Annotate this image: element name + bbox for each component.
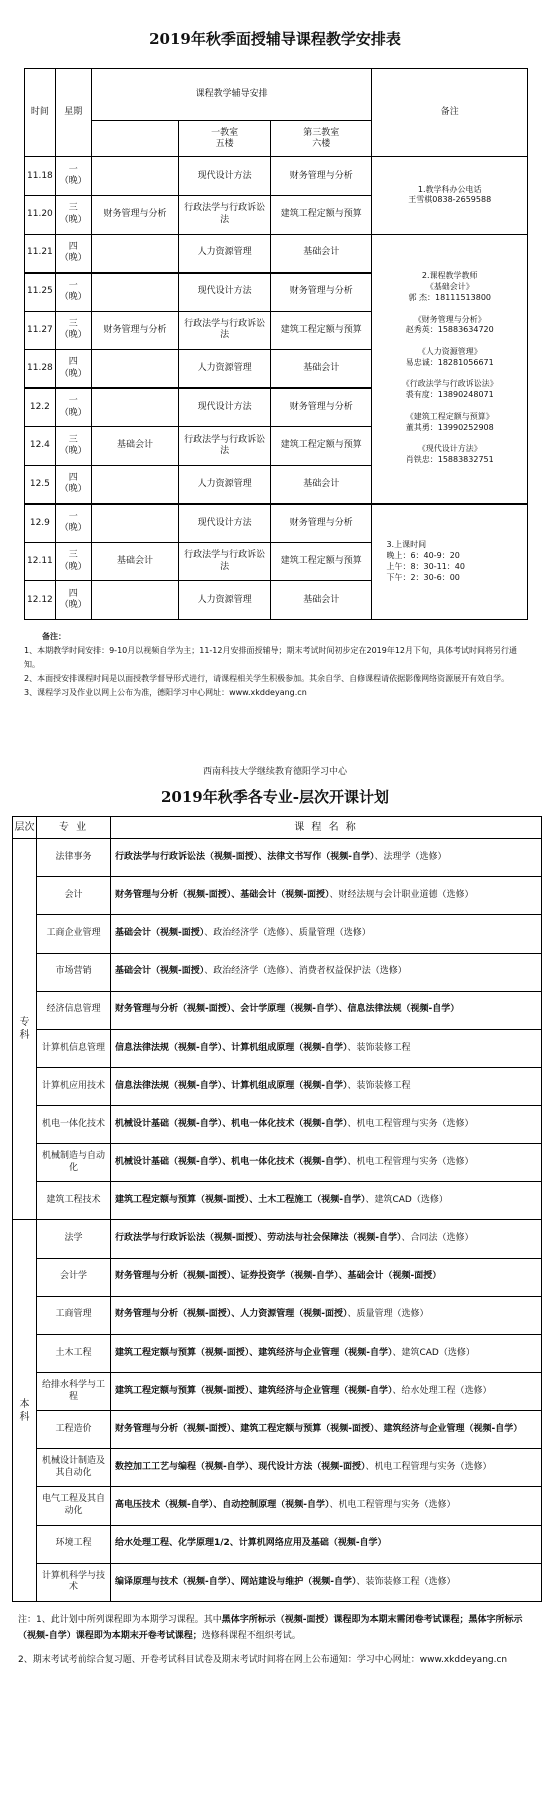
row-major: 工商企业管理: [37, 915, 111, 953]
row-day: 四（晚）: [55, 234, 91, 273]
plan-subtitle: 西南科技大学继续教育德阳学习中心: [202, 767, 347, 777]
row-room3: 基础会计: [270, 465, 372, 504]
row-major: 机械设计制造及其自动化: [37, 1449, 111, 1487]
row-courses: 财务管理与分析（视频-面授）、建筑工程定额与预算（视频-面授）、建筑经济与企业管理（视频-自学）: [111, 1411, 542, 1449]
row-col1: 基础会计: [91, 427, 179, 466]
plan-note-1: 注：1、此计划中所列课程即为本期学习课程。其中黑体字所标示（视频-面授）课程即为本期末需闭卷考试课程；黑体字所标示（视频-自学）课程即为本期末开卷考试课程；选修科课程不组织考试。: [18, 1615, 523, 1641]
row-major: 会计: [37, 877, 111, 915]
row-courses: 数控加工工艺与编程（视频-自学）、现代设计方法（视频-面授）、机电工程管理与实务（选修）: [111, 1449, 542, 1487]
row-major: 市场营销: [37, 953, 111, 991]
row-major: 建筑工程技术: [37, 1182, 111, 1220]
row-date: 11.28: [25, 350, 56, 389]
row-courses: 编译原理与技术（视频-自学）、网站建设与维护（视频-自学）、装饰装修工程（选修）: [111, 1563, 542, 1601]
row-room1: 现代设计方法: [179, 273, 271, 312]
row-room3: 基础会计: [270, 234, 372, 273]
row-date: 11.27: [25, 311, 56, 350]
level-zk: 专 科: [13, 839, 37, 1220]
row-room3: 财务管理与分析: [270, 504, 372, 543]
header-group: 课程教学辅导安排: [91, 69, 372, 121]
row-courses: 行政法学与行政诉讼法（视频-面授）、法律文书写作（视频-自学）、法理学（选修）: [111, 839, 542, 877]
row-major: 经济信息管理: [37, 991, 111, 1029]
table-row: [25, 234, 528, 273]
row-room1: 人力资源管理: [179, 350, 271, 389]
table-row: [25, 157, 528, 196]
row-room3: 基础会计: [270, 581, 372, 620]
row-day: 一（晚）: [55, 504, 91, 543]
header-blank: [91, 121, 179, 157]
row-major: 会计学: [37, 1258, 111, 1296]
table-row: [13, 915, 542, 953]
table-row: [13, 1334, 542, 1372]
row-day: 四（晚）: [55, 465, 91, 504]
plan-title: 2019年秋季各专业-层次开课计划: [161, 788, 389, 806]
table-row: [13, 877, 542, 915]
remark-office: 1.教学科办公电话 王雪棋0838-2659588: [372, 157, 528, 234]
row-courses: 建筑工程定额与预算（视频-面授）、建筑经济与企业管理（视频-自学）、建筑CAD（选修）: [111, 1334, 542, 1372]
header-courses: 课 程 名 称: [111, 817, 542, 839]
header-room3: 第三教室 六楼: [270, 121, 372, 157]
header-time: 时间: [25, 69, 56, 157]
plan-header-row: [13, 817, 542, 839]
table-row: [13, 1106, 542, 1144]
row-col1: [91, 350, 179, 389]
header-remarks: 备注: [372, 69, 528, 157]
table-row: [13, 1182, 542, 1220]
row-date: 11.20: [25, 195, 56, 234]
header-room1: 一教室 五楼: [179, 121, 271, 157]
row-day: 三（晚）: [55, 542, 91, 581]
row-col1: 财务管理与分析: [91, 311, 179, 350]
row-major: 工程造价: [37, 1411, 111, 1449]
row-major: 计算机信息管理: [37, 1029, 111, 1067]
row-room1: 人力资源管理: [179, 465, 271, 504]
row-room1: 现代设计方法: [179, 157, 271, 196]
header-weekday: 星期: [55, 69, 91, 157]
row-courses: 财务管理与分析（视频-面授）、人力资源管理（视频-面授）、质量管理（选修）: [111, 1296, 542, 1334]
remark-time: 3.上课时间 晚上：6：40-9：20 上午：8：30-11：40 下午：2：30-6：00: [372, 504, 528, 620]
schedule-table: [24, 68, 528, 620]
plan-table: [12, 816, 542, 1602]
level-bk: 本 科: [13, 1220, 37, 1602]
table-row: [13, 1029, 542, 1067]
row-major: 电气工程及其自动化: [37, 1487, 111, 1525]
row-room3: 建筑工程定额与预算: [270, 427, 372, 466]
row-day: 三（晚）: [55, 311, 91, 350]
row-date: 12.5: [25, 465, 56, 504]
schedule-header-row: [25, 69, 528, 121]
row-date: 12.4: [25, 427, 56, 466]
row-courses: 信息法律法规（视频-自学）、计算机组成原理（视频-自学）、装饰装修工程: [111, 1067, 542, 1105]
row-courses: 给水处理工程、化学原理1/2、计算机网络应用及基础（视频-自学）: [111, 1525, 542, 1563]
remark-teachers: 2.课程教学教师 《基础会计》 郭 杰：18111513800 《财务管理与分析》 赵秀英：15883634720 《人力资源管理》 易忠诚：18281056671 《行政法学与行政诉讼法》 裘有度：13890248071 《建筑工程定额与预算》 董其勇：13990252908 《现代设计方法》 肖铁忠：15883832751: [372, 234, 528, 504]
row-courses: 基础会计（视频-面授）、政治经济学（选修）、消费者权益保护法（选修）: [111, 953, 542, 991]
row-room1: 行政法学与行政诉讼法: [179, 311, 271, 350]
row-room1: 人力资源管理: [179, 234, 271, 273]
row-date: 11.18: [25, 157, 56, 196]
row-date: 12.2: [25, 388, 56, 427]
table-row: [13, 1296, 542, 1334]
table-row: [13, 839, 542, 877]
row-room3: 建筑工程定额与预算: [270, 195, 372, 234]
row-col1: [91, 581, 179, 620]
table-row: [13, 991, 542, 1029]
row-room3: 基础会计: [270, 350, 372, 389]
table-row: [13, 953, 542, 991]
table-row: [13, 1144, 542, 1182]
row-major: 机械制造与自动化: [37, 1144, 111, 1182]
row-courses: 行政法学与行政诉讼法（视频-面授）、劳动法与社会保障法（视频-自学）、合同法（选修）: [111, 1220, 542, 1258]
row-courses: 高电压技术（视频-自学）、自动控制原理（视频-自学）、机电工程管理与实务（选修）: [111, 1487, 542, 1525]
row-room3: 建筑工程定额与预算: [270, 311, 372, 350]
row-room1: 现代设计方法: [179, 388, 271, 427]
row-major: 环境工程: [37, 1525, 111, 1563]
row-col1: [91, 465, 179, 504]
row-major: 机电一体化技术: [37, 1106, 111, 1144]
table-row: [13, 1258, 542, 1296]
table-row: [13, 1220, 542, 1258]
schedule-title: 2019年秋季面授辅导课程教学安排表: [149, 30, 401, 48]
plan-notes: [18, 1612, 538, 1668]
header-level: 层次: [13, 817, 37, 839]
row-courses: 机械设计基础（视频-自学）、机电一体化技术（视频-自学）、机电工程管理与实务（选修）: [111, 1144, 542, 1182]
row-room3: 财务管理与分析: [270, 388, 372, 427]
table-row: [13, 1563, 542, 1601]
row-major: 法学: [37, 1220, 111, 1258]
schedule-notes: [24, 630, 530, 700]
row-courses: 机械设计基础（视频-自学）、机电一体化技术（视频-自学）、机电工程管理与实务（选修）: [111, 1106, 542, 1144]
row-major: 计算机科学与技术: [37, 1563, 111, 1601]
row-day: 三（晚）: [55, 427, 91, 466]
row-room1: 行政法学与行政诉讼法: [179, 542, 271, 581]
row-col1: [91, 388, 179, 427]
row-room1: 行政法学与行政诉讼法: [179, 195, 271, 234]
row-room1: 人力资源管理: [179, 581, 271, 620]
row-room1: 现代设计方法: [179, 504, 271, 543]
row-courses: 财务管理与分析（视频-面授）、证券投资学（视频-自学）、基础会计（视频-面授）: [111, 1258, 542, 1296]
row-day: 一（晚）: [55, 157, 91, 196]
row-date: 12.12: [25, 581, 56, 620]
row-courses: 财务管理与分析（视频-面授）、会计学原理（视频-自学）、信息法律法规（视频-自学）: [111, 991, 542, 1029]
row-major: 工商管理: [37, 1296, 111, 1334]
table-row: [25, 504, 528, 543]
table-row: [13, 1373, 542, 1411]
note-item: 1、本期教学时间安排：9-10月以视频自学为主；11-12月安排面授辅导；期末考试时间初步定在2019年12月下旬，具体考试时间将另行通知。: [24, 646, 518, 669]
row-room3: 财务管理与分析: [270, 273, 372, 312]
table-row: [13, 1067, 542, 1105]
table-row: [13, 1525, 542, 1563]
row-col1: [91, 504, 179, 543]
table-row: [13, 1449, 542, 1487]
table-row: [13, 1411, 542, 1449]
row-courses: 建筑工程定额与预算（视频-面授）、土木工程施工（视频-自学）、建筑CAD（选修）: [111, 1182, 542, 1220]
row-date: 12.11: [25, 542, 56, 581]
row-day: 三（晚）: [55, 195, 91, 234]
row-col1: [91, 157, 179, 196]
row-courses: 建筑工程定额与预算（视频-面授）、建筑经济与企业管理（视频-自学）、给水处理工程（选修）: [111, 1373, 542, 1411]
row-major: 计算机应用技术: [37, 1067, 111, 1105]
row-date: 11.21: [25, 234, 56, 273]
row-major: 土木工程: [37, 1334, 111, 1372]
row-date: 12.9: [25, 504, 56, 543]
row-courses: 财务管理与分析（视频-面授）、基础会计（视频-面授）、财经法规与会计职业道德（选修）: [111, 877, 542, 915]
note-item: 3、课程学习及作业以网上公布为准，德阳学习中心网址：www.xkddeyang.cn: [24, 688, 307, 697]
plan-note-2: 2、期末考试考前综合复习题、开卷考试科目试卷及期末考试时间将在网上公布通知：学习中心网址：www.xkddeyang.cn: [18, 1655, 508, 1665]
row-room3: 财务管理与分析: [270, 157, 372, 196]
notes-header: 备注：: [42, 632, 66, 641]
row-day: 四（晚）: [55, 581, 91, 620]
row-col1: 基础会计: [91, 542, 179, 581]
row-day: 四（晚）: [55, 350, 91, 389]
table-row: [13, 1487, 542, 1525]
row-courses: 基础会计（视频-面授）、政治经济学（选修）、质量管理（选修）: [111, 915, 542, 953]
header-major: 专 业: [37, 817, 111, 839]
row-date: 11.25: [25, 273, 56, 312]
row-col1: [91, 273, 179, 312]
row-room3: 建筑工程定额与预算: [270, 542, 372, 581]
row-day: 一（晚）: [55, 388, 91, 427]
row-col1: 财务管理与分析: [91, 195, 179, 234]
row-major: 法律事务: [37, 839, 111, 877]
row-day: 一（晚）: [55, 273, 91, 312]
note-item: 2、本面授安排课程时间是以面授教学督导形式进行，请课程相关学生积极参加。其余自学、自修课程请依据影像网络资源展开有效自学。: [24, 674, 510, 683]
row-room1: 行政法学与行政诉讼法: [179, 427, 271, 466]
row-col1: [91, 234, 179, 273]
row-major: 给排水科学与工程: [37, 1373, 111, 1411]
row-courses: 信息法律法规（视频-自学）、计算机组成原理（视频-自学）、装饰装修工程: [111, 1029, 542, 1067]
